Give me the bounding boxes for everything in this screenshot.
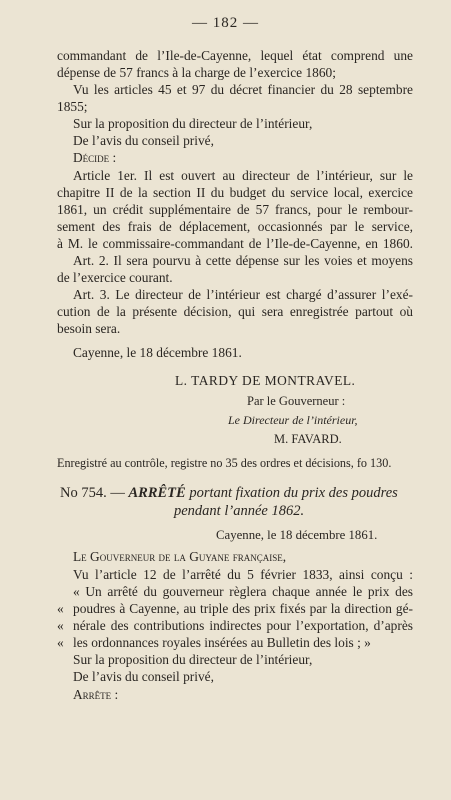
decide-heading: Décide : — [73, 150, 117, 165]
text-line: Vu les articles 45 et 97 du décret financier du 28 septembre — [73, 82, 413, 97]
by-governor: Par le Gouverneur : — [247, 394, 346, 408]
quote-line: « Un arrêté du gouverneur règlera chaque année le prix des — [73, 584, 413, 599]
page-number: — 182 — — [192, 15, 259, 31]
text-line: Sur la proposition du directeur de l’intérieur, — [73, 116, 313, 131]
quote-mark: « — [57, 635, 64, 650]
governor-signature: L. TARDY DE MONTRAVEL. — [175, 373, 356, 388]
director-role: Le Directeur de l’intérieur, — [228, 413, 358, 427]
governor-heading: Le Gouverneur de la Guyane française, — [73, 549, 287, 564]
text-line: commandant de l’Ile-de-Cayenne, lequel état comprend une — [57, 48, 413, 63]
text-line: De l’avis du conseil privé, — [73, 133, 214, 148]
text-line: chapitre II de la section II du budget du service local, exercice — [57, 185, 413, 200]
text-line: Vu l’article 12 de l’arrêté du 5 février 1833, ainsi conçu : — [73, 567, 413, 582]
quote-mark: « — [57, 601, 64, 616]
arrete-subject: portant fixation du prix des poudres — [189, 485, 398, 501]
text-line: de l’exercice courant. — [57, 270, 173, 285]
text-line: De l’avis du conseil privé, — [73, 669, 214, 684]
text-line: Sur la proposition du directeur de l’intérieur, — [73, 652, 313, 667]
quote-line: nérale des contributions indirectes pour l’exportation, d’après — [73, 618, 413, 633]
text-line: sement des frais de déplacement, occasionnés par le service, — [57, 219, 413, 234]
arrete-number: No 754. — [60, 485, 107, 501]
registration-line: Enregistré au contrôle, registre no 35 des ordres et décisions, fo 130. — [57, 456, 392, 470]
text-line: Article 1er. Il est ouvert au directeur de l’intérieur, sur le — [73, 168, 413, 183]
text-line: 1861, un crédit supplémentaire de 57 francs, pour le rembour- — [57, 202, 413, 217]
arrete-kind: ARRÊTÉ — [128, 485, 186, 501]
arrete-title — [60, 484, 415, 502]
text-line: dépense de 57 francs à la charge de l’exercice 1860; — [57, 65, 336, 80]
text-line: besoin sera. — [57, 321, 121, 336]
arrete-date: Cayenne, le 18 décembre 1861. — [216, 528, 378, 542]
quote-line: poudres à Cayenne, au triple des prix fixés par la direction gé- — [73, 601, 413, 616]
text-line: à M. le commissaire-commandant de l’Ile-de-Cayenne, en 1860. — [57, 236, 413, 251]
date-line: Cayenne, le 18 décembre 1861. — [73, 345, 242, 360]
text-line: cution de la présente décision, qui sera enregistrée partout où — [57, 304, 413, 319]
title-dash: — — [110, 485, 125, 501]
quote-line: les ordonnances royales insérées au Bulletin des lois ; » — [73, 635, 371, 650]
arrete-title-line2: pendant l’année 1862. — [174, 503, 305, 519]
text-line: 1855; — [57, 99, 88, 114]
director-name: M. FAVARD. — [274, 432, 342, 446]
quote-mark: « — [57, 618, 64, 633]
arrete-heading: Arrête : — [73, 687, 119, 702]
text-line: Art. 2. Il sera pourvu à cette dépense sur les voies et moyens — [73, 253, 413, 268]
text-line: Art. 3. Le directeur de l’intérieur est chargé d’assurer l’exé- — [73, 287, 413, 302]
